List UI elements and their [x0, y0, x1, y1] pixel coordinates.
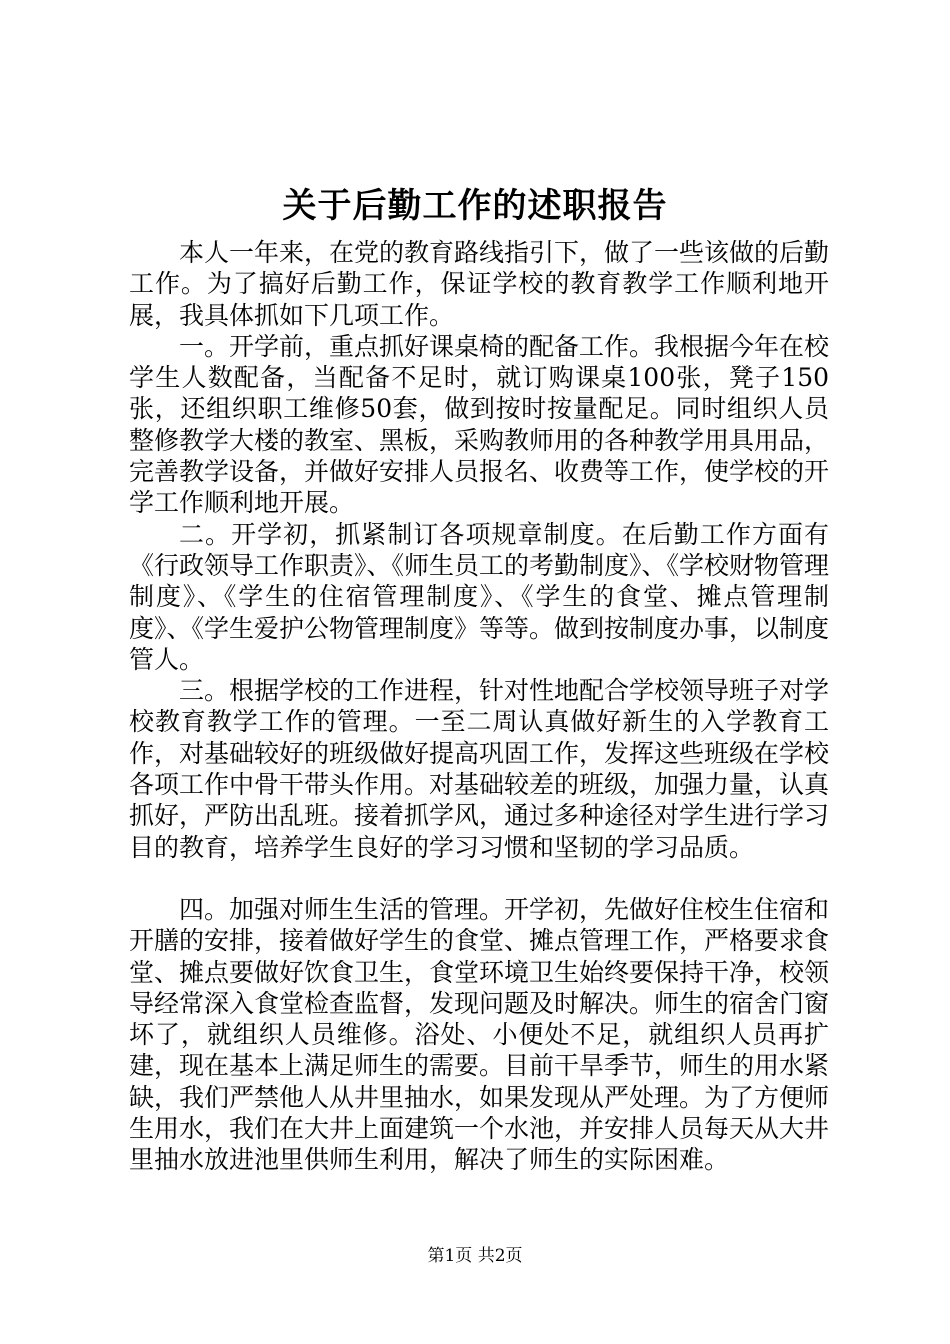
document-body — [129, 237, 829, 1176]
paragraph-section-3: 三。根据学校的工作进程，针对性地配合学校领导班子对学校教育教学工作的管理。一至二周认真做好新生的入学教育工作，对基础较好的班级做好提高巩固工作，发挥这些班级在学校各项工作中骨干带头作用。对基础较差的班级，加强力量，认真抓好，严防出乱班。接着抓学风，通过多种途径对学生进行学习目的教育，培养学生良好的学习习惯和坚韧的学习品质。 — [129, 676, 830, 862]
paragraph-section-4: 四。加强对师生生活的管理。开学初，先做好住校生住宿和开膳的安排，接着做好学生的食堂、摊点管理工作，严格要求食堂、摊点要做好饮食卫生，食堂环境卫生始终要保持干净，校领导经常深入食堂检查监督，发现问题及时解决。师生的宿舍门窗坏了，就组织人员维修。浴处、小便处不足，就组织人员再扩建，现在基本上满足师生的需要。目前干旱季节，师生的用水紧缺，我们严禁他人从井里抽水，如果发现从严处理。为了方便师生用水，我们在大井上面建筑一个水池，并安排人员每天从大井里抽水放进池里供师生利用，解决了师生的实际困难。 — [129, 894, 830, 1175]
paragraph-section-1: 一。开学前，重点抓好课桌椅的配备工作。我根据今年在校学生人数配备，当配备不足时，就订购课桌100张，凳子150张，还组织职工维修50套，做到按时按量配足。同时组织人员整修教学大楼的教室、黑板，采购教师用的各种教学用具用品，完善教学设备，并做好安排人员报名、收费等工作，使学校的开学工作顺利地开展。 — [129, 331, 830, 518]
paragraph-intro: 本人一年来，在党的教育路线指引下，做了一些该做的后勤工作。为了搞好后勤工作，保证学校的教育教学工作顺利地开展，我具体抓如下几项工作。 — [129, 238, 830, 330]
paragraph-section-2: 二。开学初，抓紧制订各项规章制度。在后勤工作方面有《行政领导工作职责》、《师生员工的考勤制度》、《学校财物管理制度》、《学生的住宿管理制度》、《学生的食堂、摊点管理制度》、《学生爱护公物管理制度》等等。做到按制度办事，以制度管人。 — [129, 519, 830, 674]
page-number-footer: 第1页 共2页 — [427, 1246, 523, 1266]
document-title: 关于后勤工作的述职报告 — [282, 186, 668, 226]
